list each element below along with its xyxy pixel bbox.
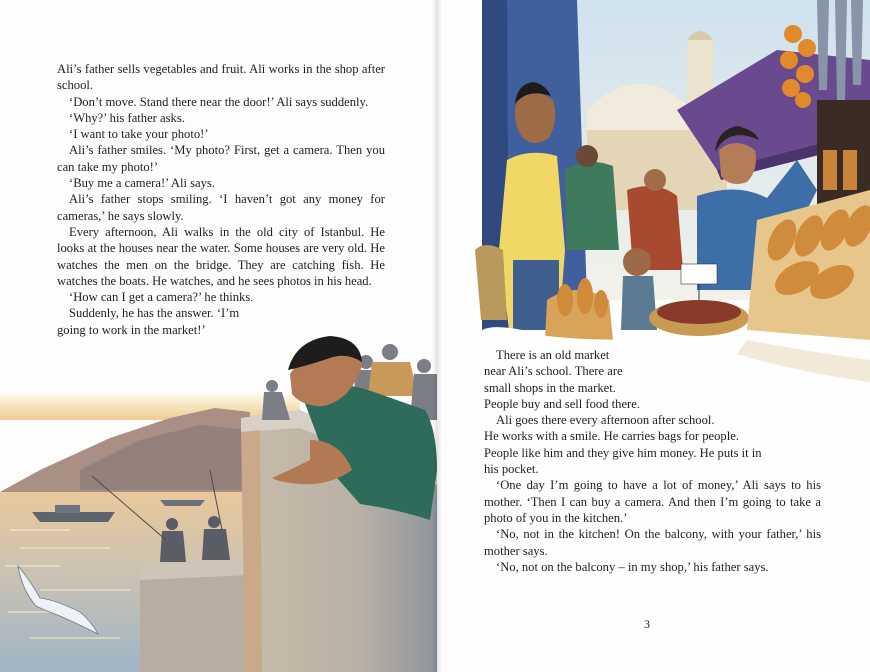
paragraph: ‘Why?’ his father asks. — [69, 110, 185, 125]
paragraph: ‘Don’t move. Stand there near the door!’ Ali says suddenly. — [69, 94, 369, 109]
paragraph: Every afternoon, Ali walks in the old city of Istanbul. He looks at the houses near the water. Some houses are very old. He watches the men on the bridge. They are catching fish. He watches the boats. He watches, and he sees photos in his head. — [57, 224, 385, 288]
paragraph: Ali’s father stops smiling. ‘I haven’t got any money for cameras,’ he says slowly. — [57, 192, 385, 223]
paragraph: Suddenly, he has the answer. ‘I’m — [69, 306, 240, 321]
paragraph: Ali’s father smiles. ‘My photo? First, get a camera. Then you can take my photo!’ — [57, 143, 385, 174]
paragraph: going to work in the market!’ — [57, 322, 206, 337]
paragraph: his pocket. — [484, 462, 539, 477]
paragraph: ‘I want to take your photo!’ — [69, 127, 209, 142]
paragraph: ‘How can I get a camera?’ he thinks. — [69, 290, 254, 305]
paragraph: near Ali’s school. There are — [484, 364, 623, 379]
right-page — [437, 0, 870, 672]
paragraph: ‘No, not in the kitchen! On the balcony, with your father,’ his mother says. — [484, 527, 821, 558]
paragraph: Ali’s father sells vegetables and fruit. Ali works in the shop after school. — [57, 62, 385, 93]
paragraph: People buy and sell food there. — [484, 396, 640, 411]
paragraph: People like him and they give him money. He puts it in — [484, 445, 762, 460]
paragraph: small shops in the market. — [484, 380, 616, 395]
paragraph: ‘One day I’m going to have a lot of money,’ Ali says to his mother. ‘Then I can buy a camera. And then I’m going to take a photo of you in the kitchen.’ — [484, 478, 821, 525]
paragraph: ‘No, not on the balcony – in my shop,’ his father says. — [496, 559, 769, 574]
book-gutter — [432, 0, 442, 672]
paragraph: Ali goes there every afternoon after school. — [496, 413, 715, 428]
page-number: 3 — [644, 617, 650, 631]
paragraph: ‘Buy me a camera!’ Ali says. — [69, 176, 215, 191]
right-page-text — [484, 347, 821, 575]
paragraph: He works with a smile. He carries bags for people. — [484, 429, 739, 444]
paragraph: There is an old market — [496, 348, 610, 362]
